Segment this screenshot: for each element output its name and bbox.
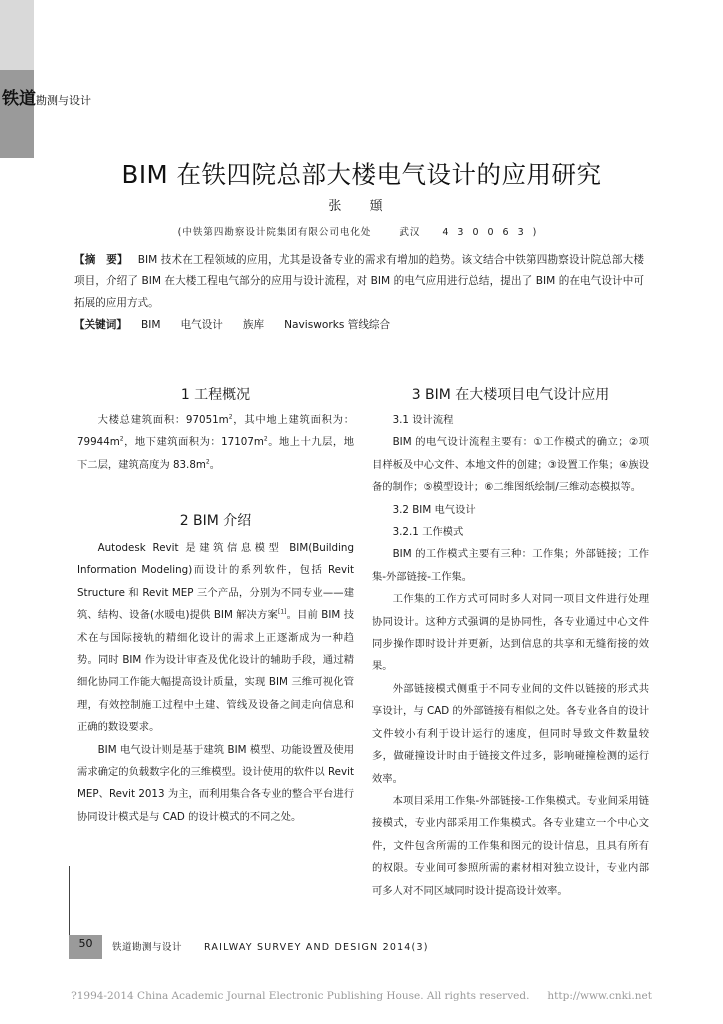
abstract-label: 【摘 要】 <box>74 254 128 266</box>
keyword: Navisworks 管线综合 <box>284 319 391 331</box>
copyright-text: ?1994-2014 China Academic Journal Electronic Publishing House. All rights reserved. <box>71 990 530 1002</box>
copyright-watermark <box>0 990 723 1002</box>
text-run: Autodesk Revit 是建筑信息模型 BIM(Building Information Modeling)而设计的系列软件，包括 Revit Structure 和 Revit MEP 三个产品，分别为不同专业——建筑、结构、设备(水暖电)提供 BIM 解决方案 <box>77 542 354 622</box>
superscript: 2 <box>119 435 124 443</box>
text-run: 大楼总建筑面积：97051m <box>97 414 229 426</box>
journal-name-big: 铁道 <box>2 89 36 109</box>
affiliation-zip: 430063) <box>442 227 546 238</box>
section-3-heading: 3 BIM 在大楼项目电气设计应用 <box>411 387 610 403</box>
superscript: 2 <box>205 458 210 466</box>
subsection-3-1-heading: 3.1 设计流程 <box>392 414 454 426</box>
header-tab-light <box>0 0 34 70</box>
section-3-2-1-paragraph: 本项目采用工作集-外部链接-工作集模式。专业间采用链接模式，专业内部采用工作集模式。各专业建立一个中心文件，文件包含所需的工作集和图元的设计信息，且具有所有的权限。专业间可参照所需的素材相对独立设计，专业内部可多人对不同区域同时设计提高设计效率。 <box>372 794 649 897</box>
abstract <box>74 250 644 314</box>
section-1-body <box>77 409 354 476</box>
section-2-paragraph-2: BIM 电气设计则是基于建筑 BIM 模型、功能设置及使用需求确定的负载数字化的三维模型。设计使用的软件以 Revit MEP、Revit 2013 为主，而利用集合各专业的整合平台进行协同设计模式是与 CAD 的设计模式的不同之处。 <box>77 743 354 823</box>
author: 张 頲 <box>328 199 395 214</box>
superscript: 2 <box>228 413 233 421</box>
text-run: ，地下建筑面积为：17107m <box>123 436 264 449</box>
affiliation-city: 武汉 <box>399 227 421 238</box>
text-run: ，其中地上建筑面积为：79944m <box>77 414 354 449</box>
affiliation-org: (中铁第四勘察设计院集团有限公司电化处 <box>177 227 372 238</box>
section-1-heading: 1 工程概况 <box>180 387 251 403</box>
text-run: 。地上十九层，地下二层，建筑高度为 83.8m <box>77 436 354 471</box>
keyword: 电气设计 <box>180 319 223 331</box>
section-3-2-1-paragraph: 工作集的工作方式可同时多人对同一项目文件进行处理协同设计。这种方式强调的是协同性，各专业通过中心文件同步操作即时设计并更新，达到信息的共享和无缝衔接的效果。 <box>372 593 649 673</box>
footer-journal-en: RAILWAY SURVEY AND DESIGN 2014(3) <box>204 942 429 953</box>
running-footer <box>112 939 429 953</box>
keywords-label: 【关键词】 <box>74 319 127 331</box>
affiliation <box>0 224 723 238</box>
section-3-2-1-paragraph: 外部链接模式侧重于不同专业间的文件以链接的形式共享设计，与 CAD 的外部链接有相似之处。各专业各自的设计文件较小有利于设计运行的速度，但同时导致文件数量较多，做碰撞设计时由于链接文件过多，影响碰撞检测的运行效率。 <box>372 682 649 785</box>
abstract-text: BIM 技术在工程领域的应用，尤其是设备专业的需求有增加的趋势。该文结合中铁第四勘察设计院总部大楼项目，介绍了 BIM 在大楼工程电气部分的应用与设计流程，对 BIM 的电气应用进行总结，提出了 BIM 的在电气设计中可拓展的应用方式。 <box>74 254 644 309</box>
section-3-1-paragraph: BIM 的电气设计流程主要有：①工作模式的确立；②项目样板及中心文件、本地文件的创建；③设置工作集；④族设备的制作；⑤模型设计；⑥二维图纸绘制/三维动态模拟等。 <box>372 436 649 494</box>
journal-name-small: 勘测与设计 <box>36 94 91 107</box>
superscript: 2 <box>263 435 268 443</box>
text-run: 。 <box>209 458 221 471</box>
keywords <box>74 316 644 334</box>
section-2-heading: 2 BIM 介绍 <box>179 513 252 529</box>
keyword: BIM <box>140 319 161 331</box>
paper-title: BIM 在铁四院总部大楼电气设计的应用研究 <box>121 160 602 189</box>
citation: [1] <box>277 608 287 616</box>
section-2-body <box>77 537 354 828</box>
journal-header <box>2 84 91 109</box>
section-3-2-1-paragraph: BIM 的工作模式主要有三种：工作集；外部链接；工作集-外部链接-工作集。 <box>372 548 649 583</box>
section-2-paragraph-1 <box>77 537 354 739</box>
subsection-3-2-1-heading: 3.2.1 工作模式 <box>392 526 464 539</box>
text-run: 。目前 BIM 技术在与国际接轨的精细化设计的需求上正逐渐成为一种趋势。同时 BIM 作为设计审查及优化设计的辅助手段，通过精细化协同工作能大幅提高设计质量，实现 BIM 三维可视化管理，有效控制施工过程中土建、管线及设备之间走向信息和正确的数设要求。 <box>77 609 354 734</box>
keyword: 族库 <box>242 319 265 331</box>
copyright-url: http://www.cnki.net <box>547 990 652 1002</box>
section-3-body <box>372 409 649 902</box>
section-1-paragraph <box>77 409 354 476</box>
footer-journal-cn: 铁道勘测与设计 <box>112 942 183 953</box>
page-number: 50 <box>78 937 93 950</box>
subsection-3-2-heading: 3.2 BIM 电气设计 <box>392 503 476 516</box>
